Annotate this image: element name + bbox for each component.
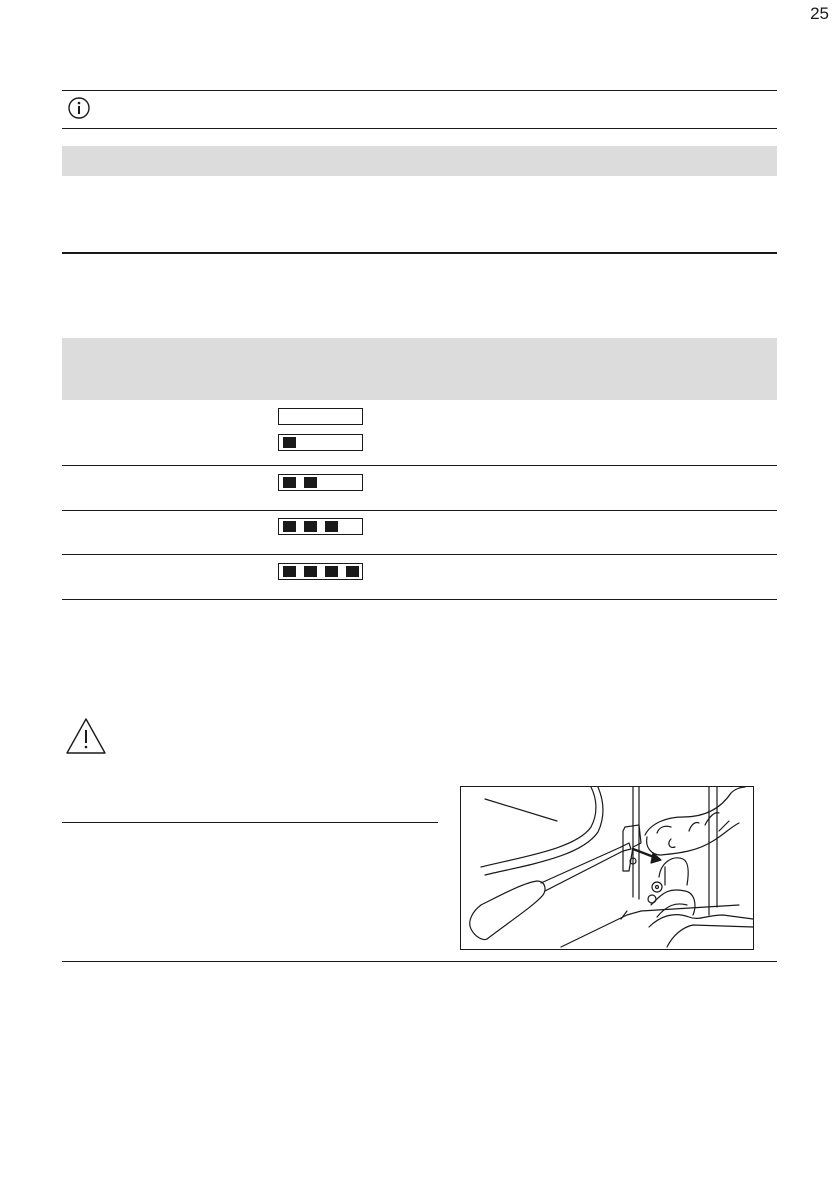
table-divider bbox=[62, 554, 777, 555]
table-divider bbox=[62, 599, 777, 600]
warning-triangle-icon bbox=[64, 716, 108, 756]
section-header-bar bbox=[62, 146, 777, 176]
door-hinge-screwdriver-illustration bbox=[460, 786, 754, 950]
divider bbox=[62, 90, 777, 91]
divider bbox=[62, 128, 777, 129]
divider bbox=[62, 822, 438, 823]
table-header bbox=[62, 338, 777, 400]
indicator-level-1 bbox=[278, 434, 363, 451]
divider bbox=[62, 252, 777, 254]
page-number: 25 bbox=[810, 4, 829, 23]
info-circle-icon bbox=[67, 96, 91, 120]
divider bbox=[62, 961, 777, 962]
table-divider bbox=[62, 510, 777, 511]
indicator-level-2 bbox=[278, 474, 363, 491]
indicator-empty bbox=[278, 408, 363, 425]
indicator-level-4 bbox=[278, 563, 363, 580]
indicator-level-3 bbox=[278, 518, 363, 535]
table-divider bbox=[62, 465, 777, 466]
